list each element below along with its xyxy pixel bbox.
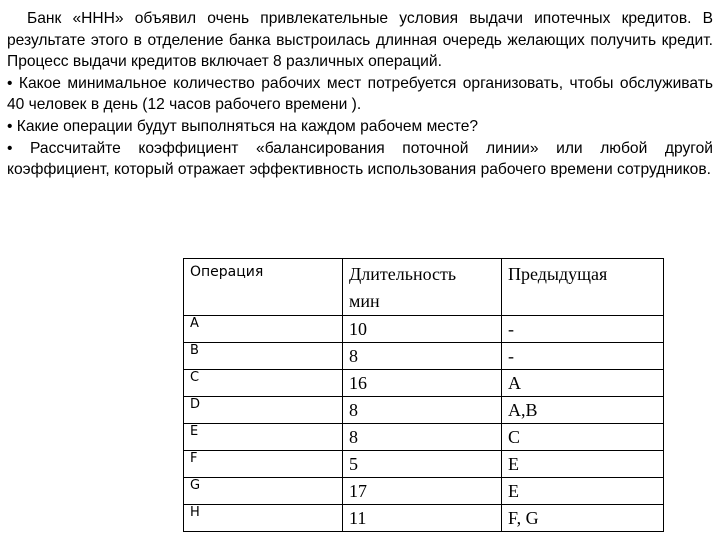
cell-duration: 16 (343, 370, 502, 397)
header-operation: Операция (184, 259, 343, 316)
table-header-row (184, 259, 664, 316)
cell-operation: A (184, 316, 343, 343)
task-text (7, 8, 713, 181)
cell-predecessor: A (502, 370, 664, 397)
cell-predecessor: E (502, 451, 664, 478)
cell-duration: 5 (343, 451, 502, 478)
cell-duration: 8 (343, 343, 502, 370)
question-workplaces: • Какое минимальное количество рабочих мест потребуется организовать, чтобы обслуживать 40 человек в день (12 часов рабочего времени ). (7, 74, 713, 114)
cell-predecessor: - (502, 316, 664, 343)
header-duration-unit: мин (349, 291, 380, 311)
table-row (184, 397, 664, 424)
header-duration-line1: Длительность (349, 264, 457, 284)
cell-operation: D (184, 397, 343, 424)
operations-table (183, 258, 664, 532)
table-row (184, 316, 664, 343)
table-row (184, 424, 664, 451)
cell-duration: 11 (343, 505, 502, 532)
question-coefficient: • Рассчитайте коэффициент «балансирования поточной линии» или любой другой коэффициент, который отражает эффективность использования рабочего времени сотрудников. (7, 139, 713, 179)
cell-predecessor: A,B (502, 397, 664, 424)
table-row (184, 343, 664, 370)
header-duration (343, 259, 502, 316)
cell-duration: 8 (343, 424, 502, 451)
cell-predecessor: F, G (502, 505, 664, 532)
table-row (184, 478, 664, 505)
intro-paragraph: Банк «ННН» объявил очень привлекательные условия выдачи ипотечных кредитов. В результате этого в отделение банка выстроилась длинная очередь желающих получить кредит. Процесс выдачи кредитов включает 8 различных операций. (7, 10, 713, 71)
question-operations: • Какие операции будут выполняться на каждом рабочем месте? (7, 117, 479, 135)
cell-operation: G (184, 478, 343, 505)
table-row (184, 505, 664, 532)
cell-duration: 8 (343, 397, 502, 424)
cell-operation: B (184, 343, 343, 370)
table-row (184, 451, 664, 478)
cell-predecessor: C (502, 424, 664, 451)
cell-operation: F (184, 451, 343, 478)
cell-operation: E (184, 424, 343, 451)
cell-operation: H (184, 505, 343, 532)
header-predecessor: Предыдущая (502, 259, 664, 316)
cell-operation: C (184, 370, 343, 397)
cell-predecessor: - (502, 343, 664, 370)
cell-duration: 17 (343, 478, 502, 505)
table-row (184, 370, 664, 397)
cell-duration: 10 (343, 316, 502, 343)
cell-predecessor: E (502, 478, 664, 505)
